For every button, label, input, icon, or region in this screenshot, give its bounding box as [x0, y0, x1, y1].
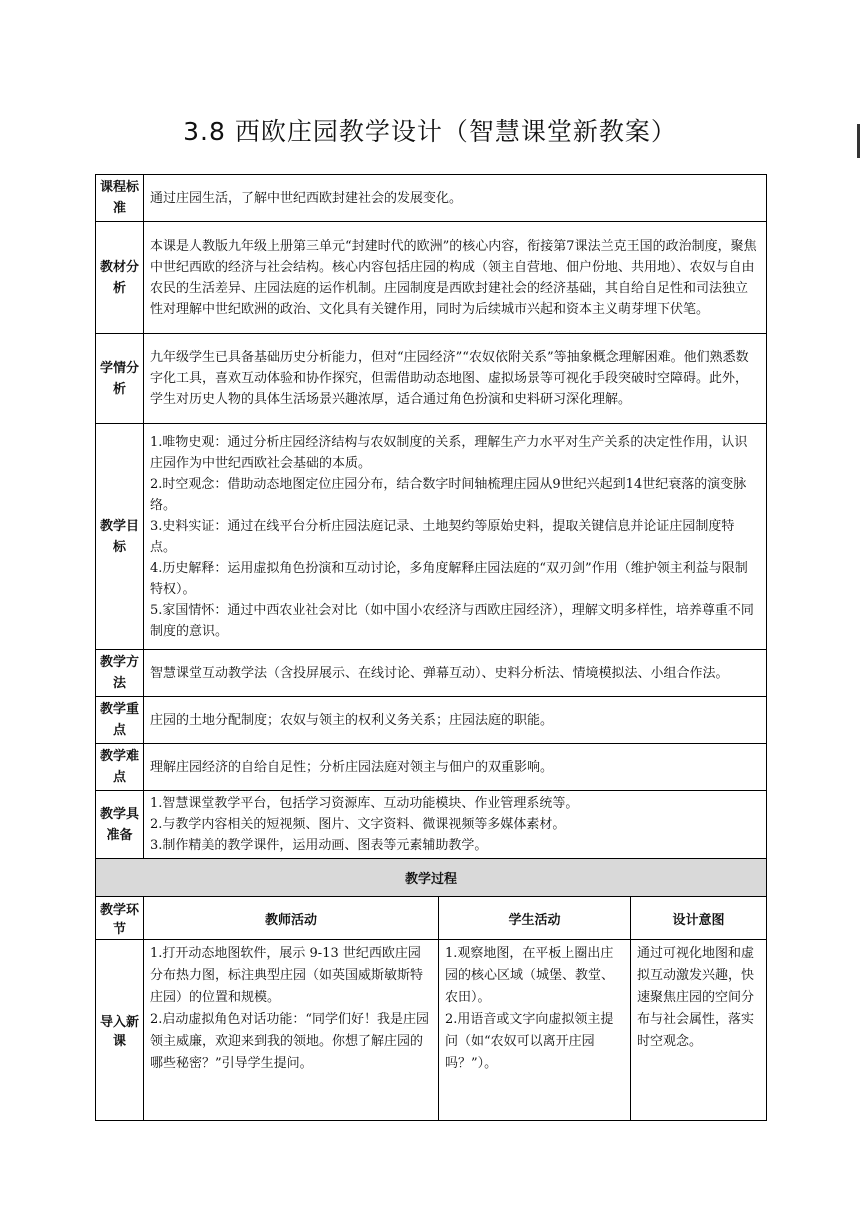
content-difficult-points: [144, 744, 767, 791]
document-title: 3.8 西欧庄园教学设计（智慧课堂新教案）: [183, 117, 677, 146]
content-curriculum-standard: [144, 175, 767, 222]
row-process-intro: [96, 940, 767, 1121]
teaching-aid-item: 3.制作精美的教学课件，运用动画、图表等元素辅助教学。: [150, 838, 488, 853]
column-header-intent: 设计意图: [631, 897, 767, 940]
lesson-plan-table: [95, 174, 767, 1121]
student-activity-item: 1.观察地图，在平板上圈出庄园的核心区域（城堡、教堂、农田）。: [445, 946, 615, 1005]
label-curriculum-standard: 课程标准: [96, 175, 144, 222]
label-learner-analysis: 学情分析: [96, 334, 144, 424]
objective-item: 4.历史解释：运用虚拟角色扮演和互动讨论，多角度解释庄园法庭的“双刃剑”作用（维护领主利益与限制特权）。: [150, 560, 748, 597]
key-points-text: 庄园的土地分配制度；农奴与领主的权利义务关系；庄园法庭的职能。: [150, 712, 554, 728]
content-teaching-aids: [144, 791, 767, 859]
curriculum-standard-text: 通过庄园生活，了解中世纪西欧封建社会的发展变化。: [150, 190, 463, 206]
row-process-columns: [96, 897, 767, 940]
difficult-points-text: 理解庄园经济的自给自足性；分析庄园法庭对领主与佃户的双重影响。: [150, 759, 554, 775]
row-teaching-methods: [96, 650, 767, 697]
process-section-header: 教学过程: [96, 859, 767, 897]
label-textbook-analysis: 教材分析: [96, 222, 144, 334]
label-teaching-aids: 教学具准备: [96, 791, 144, 859]
row-teaching-aids: [96, 791, 767, 859]
content-teaching-objectives: [144, 424, 767, 650]
teacher-activity-item: 1.打开动态地图软件，展示 9-13 世纪西欧庄园分布热力图，标注典型庄园（如英国威斯敏斯特庄园）的位置和规模。: [150, 946, 424, 1005]
teaching-aid-item: 1.智慧课堂教学平台，包括学习资源库、互动功能模块、作业管理系统等。: [150, 796, 579, 811]
row-difficult-points: [96, 744, 767, 791]
row-process-header: [96, 859, 767, 897]
column-header-stage: 教学环节: [96, 897, 144, 940]
content-teaching-methods: [144, 650, 767, 697]
row-key-points: [96, 697, 767, 744]
row-teaching-objectives: [96, 424, 767, 650]
objective-item: 3.史料实证：通过在线平台分析庄园法庭记录、土地契约等原始史料，提取关键信息并论证庄园制度特点。: [150, 518, 735, 555]
teacher-activity-cell: [144, 940, 439, 1121]
design-intent-text: 通过可视化地图和虚拟互动激发兴趣，快速聚焦庄园的空间分布与社会属性，落实时空观念。: [637, 946, 755, 1049]
content-learner-analysis: [144, 334, 767, 424]
column-header-student: 学生活动: [439, 897, 631, 940]
row-learner-analysis: [96, 334, 767, 424]
teaching-aid-item: 2.与教学内容相关的短视频、图片、文字资料、微课视频等多媒体素材。: [150, 817, 566, 832]
objective-item: 1.唯物史观：通过分析庄园经济结构与农奴制度的关系，理解生产力水平对生产关系的决定性作用，认识庄园作为中世纪西欧社会基础的本质。: [150, 434, 748, 471]
column-header-teacher: 教师活动: [144, 897, 439, 940]
stage-intro: 导入新课: [96, 940, 144, 1121]
design-intent-cell: [631, 940, 767, 1121]
objective-item: 2.时空观念：借助动态地图定位庄园分布，结合数字时间轴梳理庄园从9世纪兴起到14世纪衰落的演变脉络。: [150, 476, 747, 513]
label-teaching-objectives: 教学目标: [96, 424, 144, 650]
teacher-activity-item: 2.启动虚拟角色对话功能：“同学们好！我是庄园领主威廉，欢迎来到我的领地。你想了解庄园的哪些秘密？”引导学生提问。: [150, 1012, 430, 1071]
objective-item: 5.家国情怀：通过中西农业社会对比（如中国小农经济与西欧庄园经济），理解文明多样性，培养尊重不同制度的意识。: [150, 602, 754, 639]
learner-analysis-text: 九年级学生已具备基础历史分析能力，但对“庄园经济”“农奴依附关系”等抽象概念理解困难。他们熟悉数字化工具，喜欢互动体验和协作探究，但需借助动态地图、虚拟场景等可视化手段突破时空障碍。此外，学生对历史人物的具体生活场景兴趣浓厚，适合通过角色扮演和史料研习深化理解。: [150, 350, 749, 407]
label-key-points: 教学重点: [96, 697, 144, 744]
label-difficult-points: 教学难点: [96, 744, 144, 791]
student-activity-cell: [439, 940, 631, 1121]
row-curriculum-standard: [96, 175, 767, 222]
teaching-methods-text: 智慧课堂互动教学法（含投屏展示、在线讨论、弹幕互动）、史料分析法、情境模拟法、小组合作法。: [150, 665, 729, 681]
textbook-analysis-text: 本课是人教版九年级上册第三单元“封建时代的欧洲”的核心内容，衔接第7课法兰克王国的政治制度，聚焦中世纪西欧的经济与社会结构。核心内容包括庄园的构成（领主自营地、佃户份地、共用地）、农奴与自由农民的生活差异、庄园法庭的运作机制。庄园制度是西欧封建社会的经济基础，其自给自足性和司法独立性对理解中世纪欧洲的政治、文化具有关键作用，同时为后续城市兴起和资本主义萌芽埋下伏笔。: [150, 238, 757, 317]
student-activity-item: 2.用语音或文字向虚拟领主提问（如“农奴可以离开庄园吗？”）。: [445, 1012, 614, 1071]
content-textbook-analysis: [144, 222, 767, 334]
content-key-points: [144, 697, 767, 744]
row-textbook-analysis: [96, 222, 767, 334]
label-teaching-methods: 教学方法: [96, 650, 144, 697]
